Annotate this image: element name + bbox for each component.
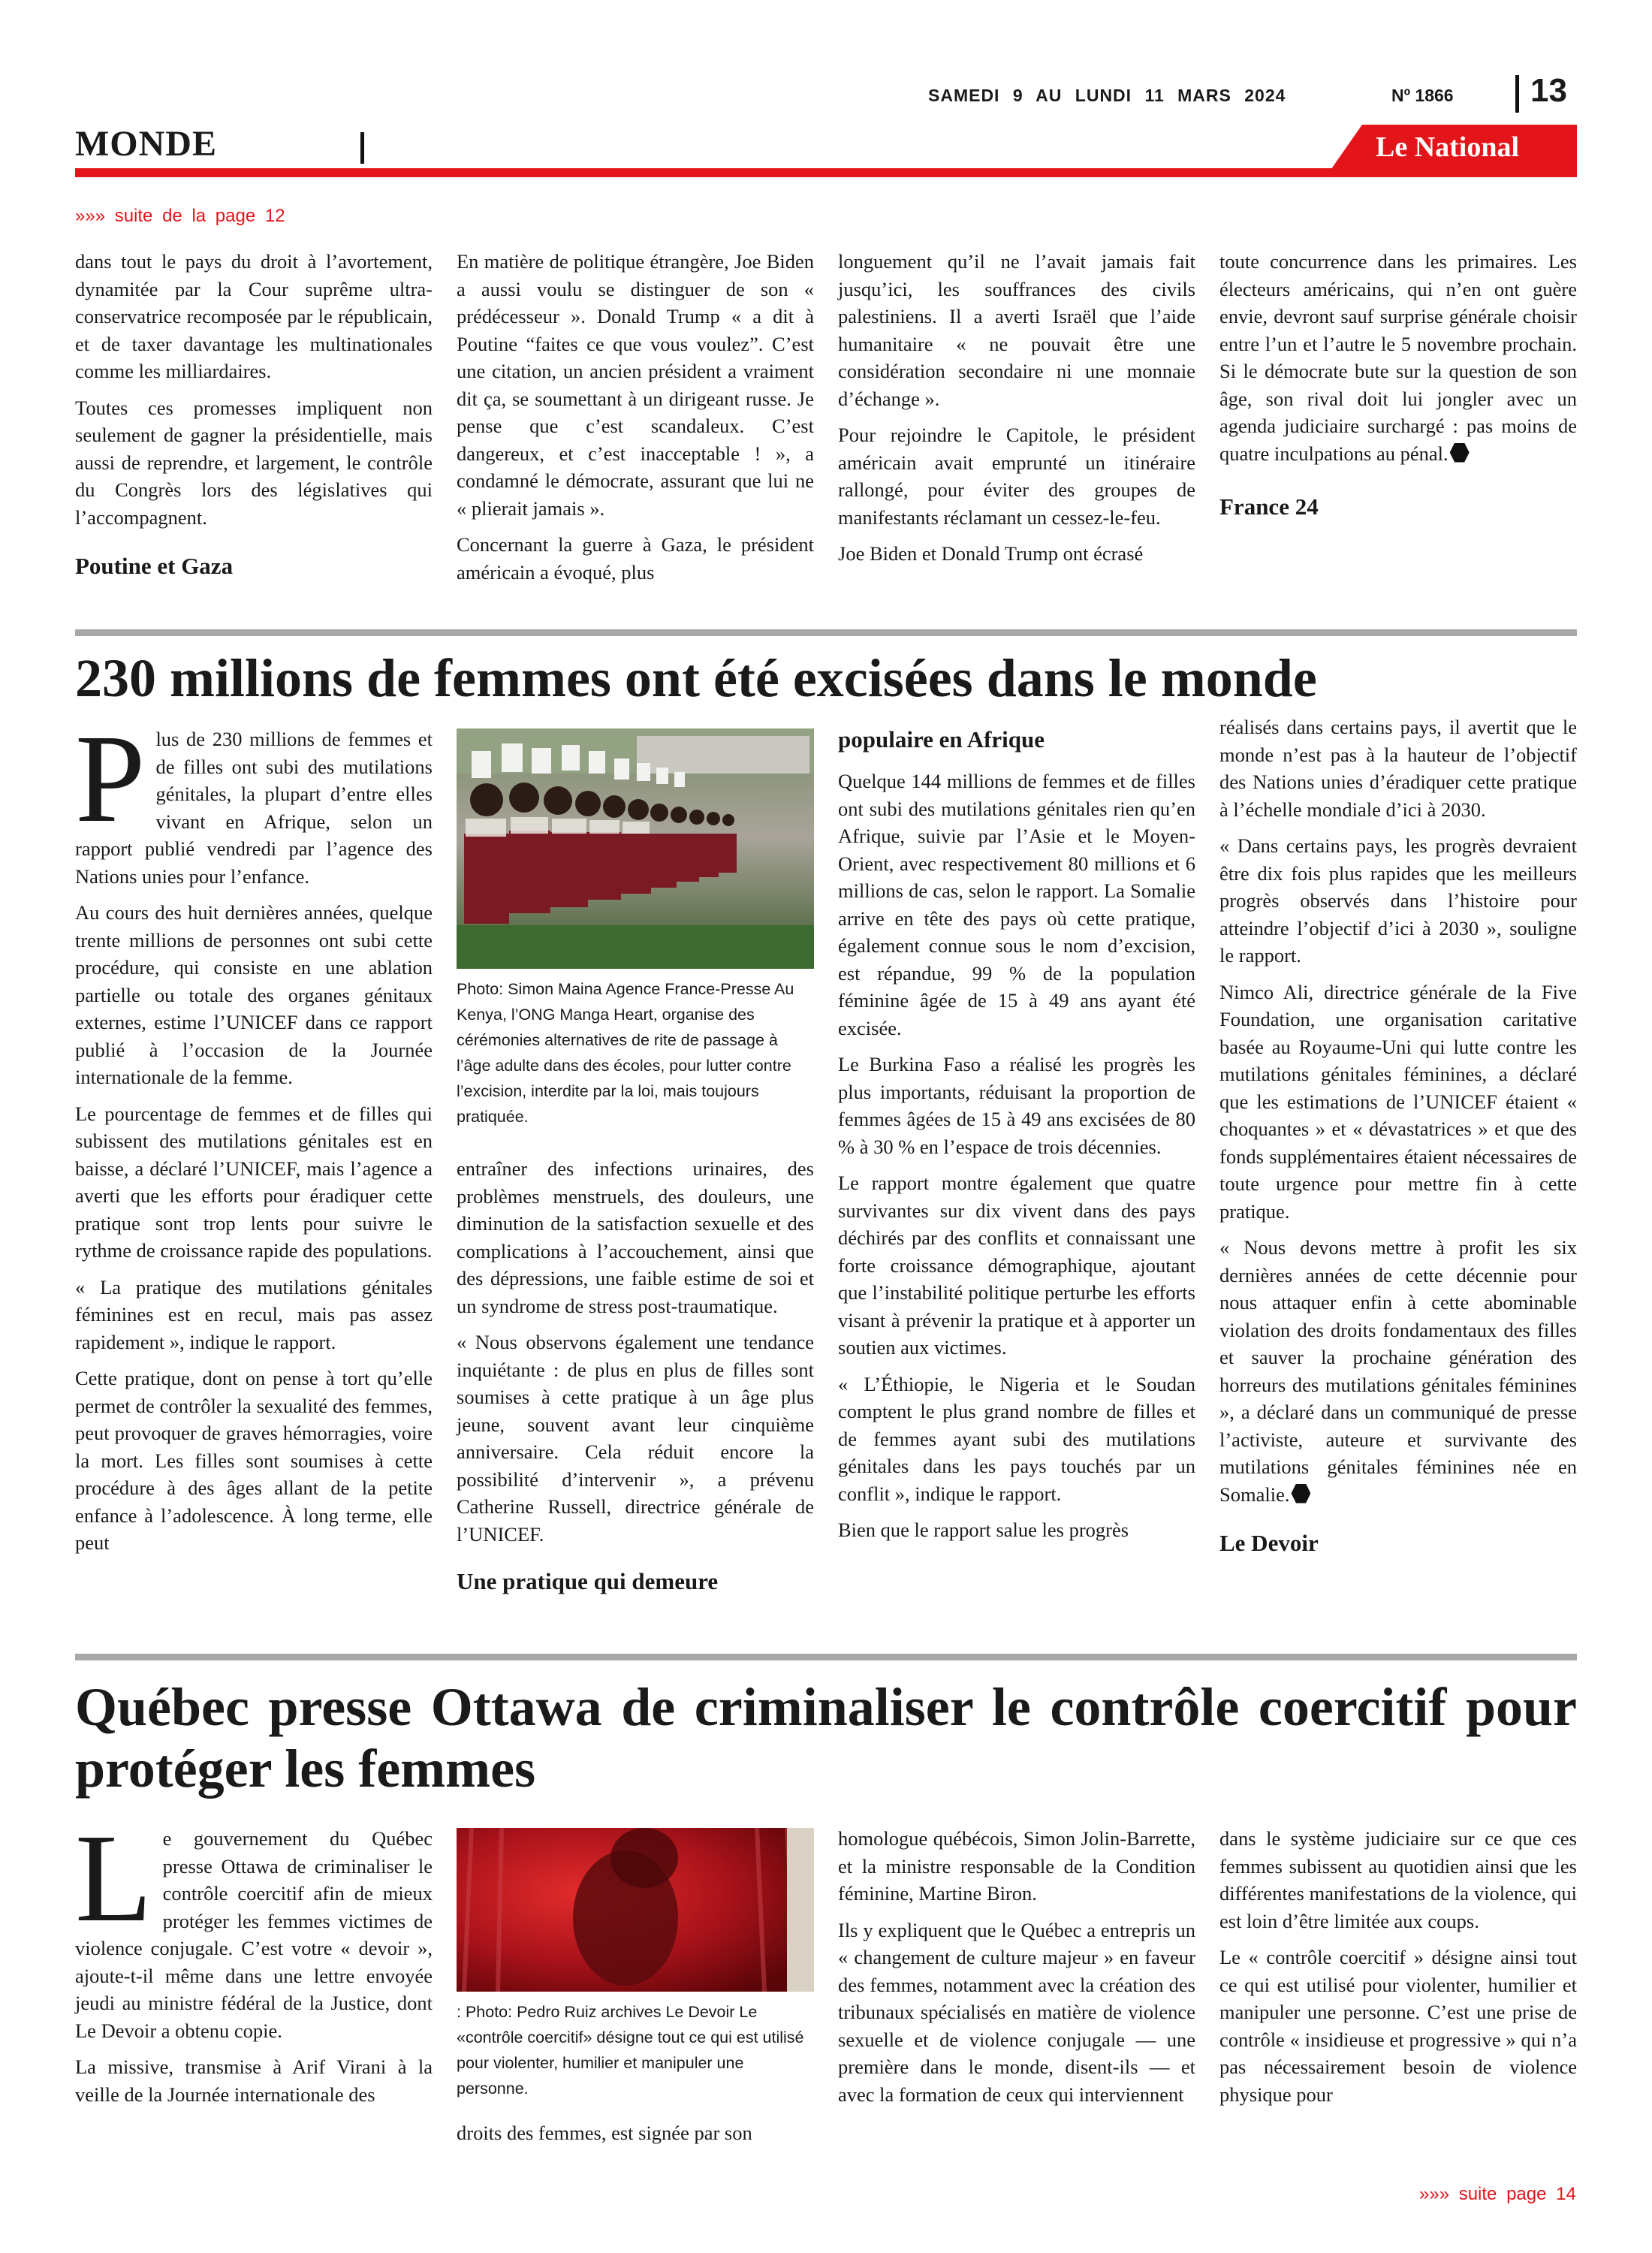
article2-subhead-part2: populaire en Afrique: [838, 726, 1045, 753]
paragraph: Nimco Ali, directrice générale de la Five Foundation, une organisation caritative basée au Royaume-Uni qui lutte contre les mutilations génitales féminines, a déclaré que les estimations de l’UNICEF étaient « choquantes » et « dévastatrices » et que des fonds supplémentaires étaient nécessaires de toute urgence pour mettre fin à cette pratique.: [1219, 980, 1577, 1223]
article1-col2: [457, 248, 814, 595]
paragraph: dans tout le pays du droit à l’avortement, dynamitée par la Cour suprême ultra-conservatrice recomposée par le républicain, et de taxer davantage les multinationales comme les milliardaires.: [75, 250, 433, 382]
paragraph: « Nous observons également une tendance inquiétante : de plus en plus de filles sont soumises à cette pratique à un âge plus jeune, souvent avant leur cinquième anniversaire. Cela réduit encore la possibilité d’intervenir », a prévenu Catherine Russell, directrice générale de l’UNICEF.: [457, 1331, 814, 1546]
paragraph: Le pourcentage de femmes et de filles qui subissent des mutilations génitales est en baisse, a déclaré l’UNICEF, mais l’agence a averti que les efforts pour éradiquer cette pratique sont trop lents pour suivre le rythme de croissance rapide des populations.: [75, 1102, 433, 1262]
end-mark-icon: [1450, 443, 1470, 463]
article3-col2: [457, 2119, 814, 2156]
article1-col3: [838, 248, 1195, 577]
article3-col1: [75, 1808, 433, 2117]
article1-col1: [75, 248, 433, 590]
paragraph: homologue québécois, Simon Jolin-Barrette, et la ministre responsable de la Condition féminine, Martine Biron.: [838, 1827, 1195, 1905]
paragraph: dans le système judiciaire sur ce que ces femmes subissent au quotidien ainsi que les différentes manifestations de la violence, qui est loin d’être limitée aux coups.: [1219, 1827, 1577, 1932]
article2-subhead-part1: Une pratique qui demeure: [457, 1568, 719, 1594]
photo-silhouette: [457, 1828, 814, 1992]
article1-subhead: Poutine et Gaza: [75, 553, 234, 579]
paragraph: Cette pratique, dont on pense à tort qu’elle permet de contrôler la sexualité des femmes, peut provoquer de graves hémorragies, voire la mort. Les filles sont soumises à cette procédure à des âges allant de la petite enfance à l’adolescence. À long terme, elle peut: [75, 1367, 433, 1554]
paragraph: Le gouvernement du Québec presse Ottawa de criminaliser le contrôle coercitif afin de mieux protéger les femmes victimes de violence conjugale. C’est votre « devoir », ajoute-t-il même dans une lettre envoyée jeudi au ministre fédéral de la Justice, dont Le Devoir a obtenu copie.: [75, 1808, 433, 2042]
paragraph: droits des femmes, est signée par son: [457, 2122, 752, 2144]
dropcap: P: [75, 709, 146, 849]
paragraph: réalisés dans certains pays, il avertit que le monde n’est pas à la hauteur de l’objectif des Nations unies d’éradiquer cette pratique à l’échelle mondiale d’ici à 2030.: [1219, 716, 1577, 821]
section-label: MONDE: [75, 124, 217, 164]
paragraph: longuement qu’il ne l’avait jamais fait jusqu’ici, les souffrances des civils palestiniens. Il a averti Israël que l’aide humanitaire « ne pouvait être une considération secondaire ni une monnaie d’échange ».: [838, 250, 1195, 410]
section-red-rule: [75, 168, 1577, 177]
paragraph: Concernant la guerre à Gaza, le président américain a évoqué, plus: [457, 533, 814, 584]
article2-col1: [75, 709, 433, 1566]
paragraph: « Dans certains pays, les progrès devraient être dix fois plus rapides que les meilleurs progrès observés dans l’histoire pour atteindre l’objectif d’ici à 2030 », souligne le rapport.: [1219, 834, 1577, 967]
article2-photo: [457, 728, 814, 969]
continued-from: »»» suite de la page 12: [75, 206, 285, 226]
paragraph: toute concurrence dans les primaires. Les électeurs américains, qui n’en ont guère envie, devront sauf surprise générale choisir entre l’un et l’autre le 5 novembre prochain. Si le démocrate bute sur la question de son âge, son rival doit lui jongler avec un agenda judiciaire surchargé : pas moins de quatre inculpations au pénal.: [1219, 250, 1577, 465]
article3-col4: [1219, 1825, 1577, 2117]
article3-photo: [457, 1828, 814, 1992]
issue-number: Nº 1866: [1391, 86, 1454, 105]
article2-col2: [457, 1155, 814, 1605]
page-number: 13: [1530, 72, 1567, 109]
paragraph: La missive, transmise à Arif Virani à la veille de la Journée internationale des: [75, 2055, 433, 2106]
dropcap: L: [75, 1808, 152, 1948]
paragraph: Le rapport montre également que quatre survivantes sur dix vivent dans des pays déchirés par des conflits et connaissant une forte croissance démographique, ajoutant que l’instabilité politique perturbe les efforts visant à prévenir la pratique et à apporter un soutien aux victimes.: [838, 1172, 1195, 1359]
paragraph: Plus de 230 millions de femmes et de filles ont subi des mutilations génitales, la plupart d’entre elles vivant en Afrique, selon un rapport publié vendredi par l’agence des Nations unies pour l’enfance.: [75, 709, 433, 888]
paragraph: Bien que le rapport salue les progrès: [838, 1519, 1129, 1541]
paragraph: « L’Éthiopie, le Nigeria et le Soudan comptent le plus grand nombre de filles et de femmes ayant subi des mutilations génitales dans les pays touchés par un conflit », indique le rapport.: [838, 1372, 1195, 1505]
paragraph: Pour rejoindre le Capitole, le président américain avait emprunté un itinéraire rallongé, pour éviter des groupes de manifestants réclamant un cessez-le-feu.: [838, 424, 1195, 529]
article-divider: [75, 629, 1577, 636]
paragraph: « La pratique des mutilations génitales féminines est en recul, mais pas assez rapidement », indique le rapport.: [75, 1275, 433, 1353]
article2-title: 230 millions de femmes ont été excisées dans le monde: [75, 648, 1317, 708]
continued-to: »»» suite page 14: [1419, 2184, 1576, 2204]
paragraph: Le « contrôle coercitif » désigne ainsi tout ce qui est utilisé pour violenter, humilier et manipuler une personne. C’est une prise de contrôle « insidieuse et progressive » qui n’a pas nécessairement besoin de violence physique pour: [1219, 1946, 1577, 2106]
article3-col3: [838, 1825, 1195, 2117]
paragraph: Ils y expliquent que le Québec a entrepris un « changement de culture majeur » en faveur des femmes, notamment avec la création des tribunaux spécialisés en matière de violence sexuelle et de violence conjugale — une première dans le monde, disent-ils — et avec la formation de ceux qui interviennent: [838, 1918, 1195, 2106]
paragraph: Au cours des huit dernières années, quelque trente millions de personnes ont subi cette procédure, qui consiste en une ablation partielle ou totale des organes génitaux externes, estime l’UNICEF dans ce rapport publié à l’occasion de la Journée internationale de la femme.: [75, 901, 433, 1088]
paragraph: Joe Biden et Donald Trump ont écrasé: [838, 542, 1144, 565]
article2-source: Le Devoir: [1219, 1530, 1319, 1556]
paragraph: En matière de politique étrangère, Joe Biden a aussi voulu se distinguer de son « prédécesseur ». Donald Trump « a dit à Poutine “faites ce que vous voulez”. C’est une citation, un ancien président a vraiment dit ça, se soumettant à un dirigeant russe. Je pense que c’est scandaleux. C’est dangereux, et c’est inacceptable ! », a condamné le démocrate, assurant que lui ne « plierait jamais ».: [457, 250, 814, 520]
article3-photo-caption: : Photo: Pedro Ruiz archives Le Devoir Le «contrôle coercitif» désigne tout ce qui est utilisé pour violenter, humilier et manipuler une personne.: [457, 2003, 804, 2098]
article1-source: France 24: [1219, 493, 1319, 520]
paragraph: Le Burkina Faso a réalisé les progrès les plus importants, réduisant la proportion de femmes âgées de 15 à 49 ans excisées de 80 % à 30 % en l’espace de trois décennies.: [838, 1053, 1195, 1158]
article3-title: Québec presse Ottawa de criminaliser le contrôle coercitif pour protéger les femmes: [75, 1677, 1577, 1799]
article2-col3: [838, 725, 1195, 1553]
issue-date: SAMEDI 9 AU LUNDI 11 MARS 2024: [928, 86, 1286, 105]
paragraph: Toutes ces promesses impliquent non seulement de gagner la présidentielle, mais aussi de reprendre, et largement, le contrôle du Congrès lors des législatives qui l’accompagnent.: [75, 396, 433, 529]
end-mark-icon: [1291, 1484, 1310, 1504]
masthead-label: Le National: [1376, 131, 1520, 163]
page-number-divider: [1515, 75, 1519, 113]
paragraph: entraîner des infections urinaires, des problèmes menstruels, des douleurs, une diminution de la satisfaction sexuelle et des complications à l’accouchement, ainsi que des dépressions, une faible estime de soi et un syndrome de stress post-traumatique.: [457, 1157, 814, 1317]
article-divider: [75, 1654, 1577, 1660]
article2-photo-caption: Photo: Simon Maina Agence France-Presse Au Kenya, l’ONG Manga Heart, organise des cérémonies alternatives de rite de passage à l’âge adulte dans des écoles, pour lutter contre l’excision, interdite par la loi, mais toujours pratiquée.: [457, 980, 794, 1126]
paragraph: Quelque 144 millions de femmes et de filles ont subi des mutilations génitales rien qu’en Afrique, suivie par l’Asie et le Moyen-Orient, avec respectivement 80 millions et 6 millions de cas, selon le rapport. La Somalie arrive en tête des pays où cette pratique, également connue sous le nom d’excision, est répandue, 99 % de la population féminine âgée de 15 à 49 ans ayant été excisée.: [838, 770, 1195, 1039]
section-divider: [360, 132, 364, 164]
article1-col4: [1219, 248, 1577, 530]
article2-col4: [1219, 713, 1577, 1567]
photo-ceremony: [457, 728, 814, 969]
paragraph: « Nous devons mettre à profit les six dernières années de cette décennie pour nous attaquer enfin à cette abominable violation des droits fondamentaux des filles et sauver la prochaine génération des horreurs des mutilations génitales féminines », a déclaré dans un communiqué de presse l’activiste, auteure et survivante des mutilations génitales féminines née en Somalie.: [1219, 1236, 1577, 1506]
